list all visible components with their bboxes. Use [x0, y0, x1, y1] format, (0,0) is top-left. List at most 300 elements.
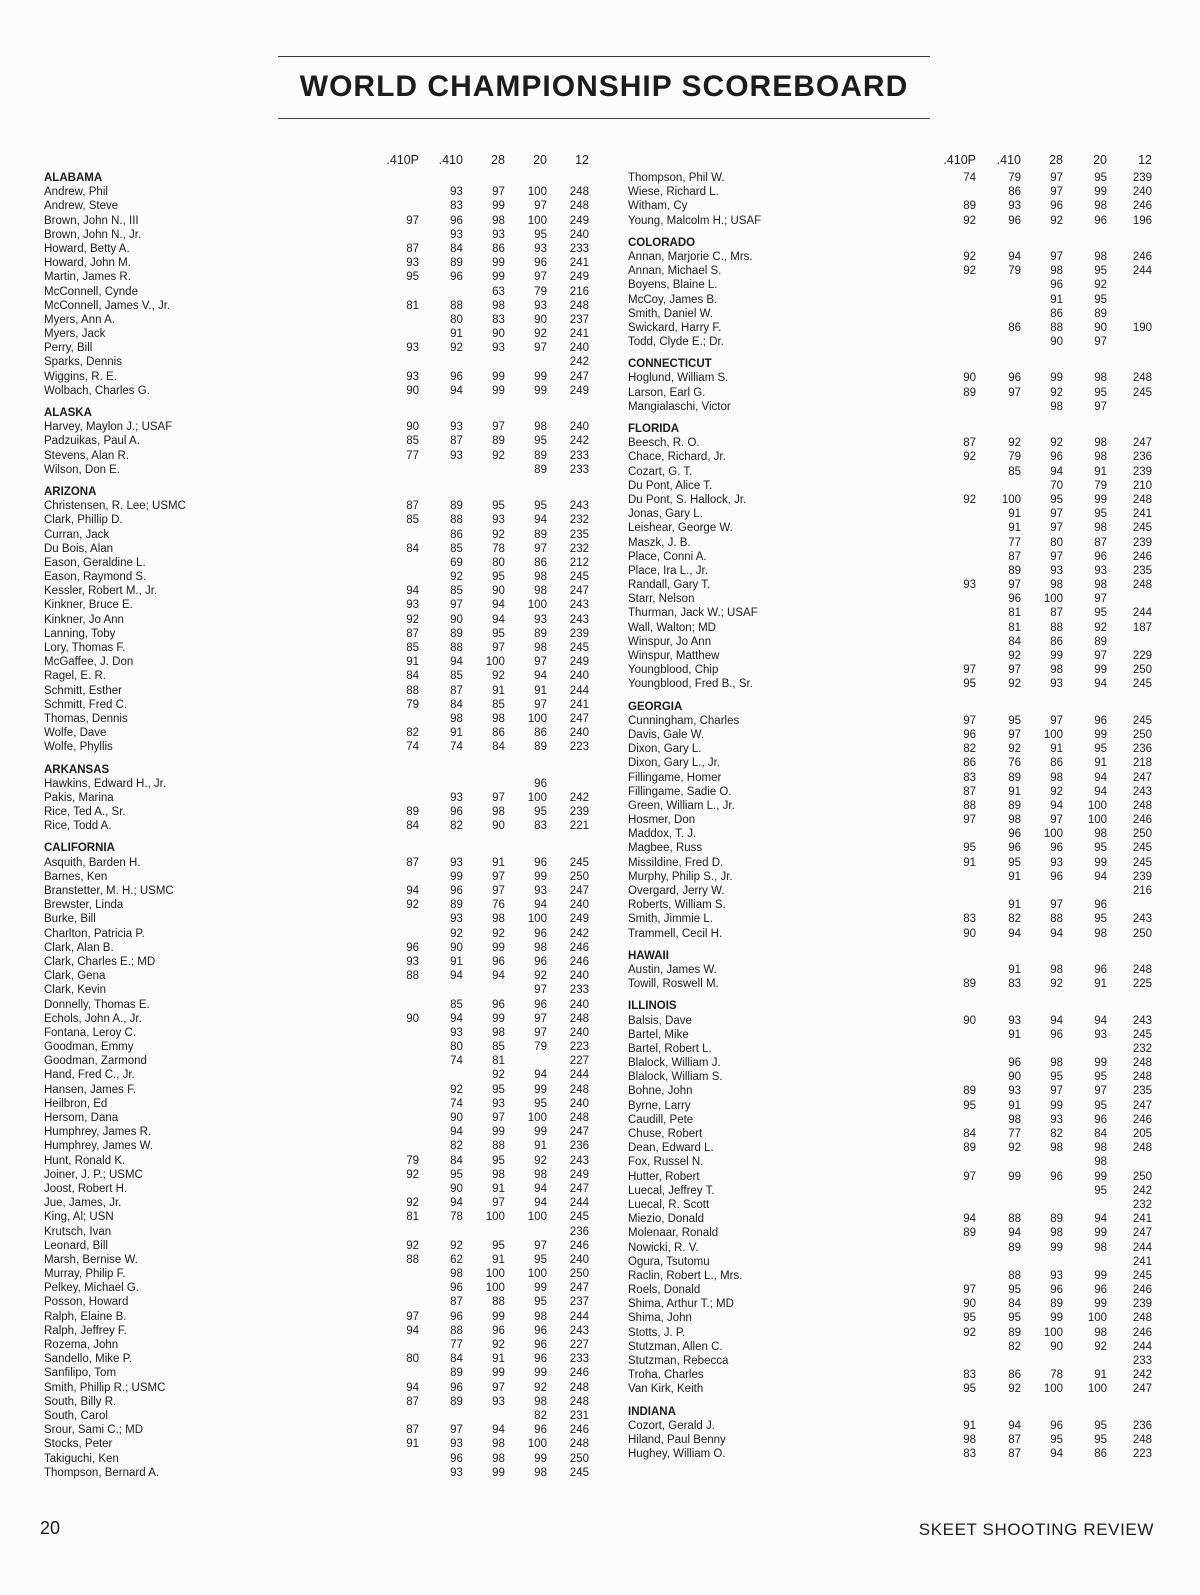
score-cell — [505, 1225, 547, 1239]
shooter-name: Bartel, Robert L. — [628, 1042, 712, 1055]
score-cell: 96 — [406, 941, 420, 954]
shooter-name: Cunningham, Charles — [628, 714, 740, 727]
score-cell: 91 — [963, 856, 976, 869]
score-cell: 99 — [1094, 728, 1107, 741]
score-cell: 97 — [492, 1381, 505, 1394]
score-cell: 81 — [1008, 607, 1021, 620]
score-cell — [976, 335, 1021, 349]
score-row — [628, 578, 1158, 592]
score-row — [628, 799, 1158, 813]
score-cell: 98 — [1008, 1113, 1021, 1126]
score-cell: 245 — [569, 856, 589, 869]
score-cell — [1063, 1255, 1107, 1269]
score-cell: 97 — [1050, 899, 1063, 912]
score-cell — [928, 870, 976, 884]
score-cell: 90 — [534, 313, 547, 326]
shooter-name: Posson, Howard — [44, 1296, 129, 1309]
score-row — [44, 1168, 589, 1182]
score-cell: 93 — [492, 1097, 505, 1110]
score-cell: 99 — [534, 1452, 547, 1465]
score-cell: 92 — [1094, 621, 1107, 634]
score-cell: 233 — [569, 984, 589, 997]
score-cell: 99 — [492, 271, 505, 284]
score-cell — [976, 400, 1021, 414]
score-row — [44, 584, 589, 598]
score-cell: 90 — [450, 941, 463, 954]
score-cell: 90 — [963, 1014, 976, 1027]
score-cell: 97 — [1008, 386, 1021, 399]
score-cell: 93 — [492, 342, 505, 355]
score-row — [44, 1437, 589, 1451]
score-cell: 98 — [1094, 451, 1107, 464]
shooter-name: Clark, Gena — [44, 970, 106, 983]
score-cell: 245 — [569, 1211, 589, 1224]
score-cell: 250 — [1132, 664, 1152, 677]
shooter-name: Trammell, Cecil H. — [628, 927, 723, 940]
score-row — [44, 214, 589, 228]
score-cell: 97 — [1050, 550, 1063, 563]
score-cell: 99 — [1094, 1170, 1107, 1183]
score-cell: 229 — [1132, 650, 1152, 662]
score-cell: 97 — [1094, 1085, 1107, 1098]
score-cell: 95 — [534, 228, 547, 241]
shooter-name: Rice, Ted A., Sr. — [44, 806, 126, 819]
score-cell: 221 — [569, 820, 589, 833]
column-header-row — [628, 152, 1158, 168]
state-heading — [628, 357, 1158, 371]
score-cell — [377, 355, 419, 369]
score-cell: 97 — [963, 1284, 976, 1297]
score-cell: 233 — [569, 449, 589, 462]
score-row — [44, 1225, 589, 1239]
score-cell: 97 — [963, 664, 976, 677]
score-cell: 95 — [492, 1154, 505, 1167]
shooter-name: Youngblood, Chip — [628, 664, 719, 677]
score-row — [628, 1311, 1158, 1325]
score-cell: 91 — [1094, 757, 1107, 770]
score-cell: 240 — [569, 1026, 589, 1039]
shooter-name: McCoy, James B. — [628, 293, 718, 306]
score-cell: 96 — [492, 955, 505, 968]
shooter-name: Kinkner, Jo Ann — [44, 613, 124, 626]
score-cell: 249 — [569, 214, 589, 227]
score-cell: 98 — [1094, 579, 1107, 592]
shooter-name: Jonas, Gary L. — [628, 508, 703, 521]
score-row — [44, 726, 589, 740]
score-cell: 91 — [450, 955, 463, 968]
score-cell: 100 — [527, 214, 547, 227]
shooter-name: Pakis, Marina — [44, 791, 114, 804]
score-cell — [1107, 592, 1152, 606]
score-cell: 94 — [450, 1012, 463, 1025]
shooter-name: Maddox, T. J. — [628, 828, 697, 841]
score-cell: 245 — [1132, 678, 1152, 691]
score-cell: 97 — [963, 814, 976, 827]
score-cell: 243 — [1132, 1014, 1152, 1027]
score-cell: 98 — [1094, 1156, 1107, 1169]
score-cell: 240 — [569, 670, 589, 683]
score-cell — [377, 712, 419, 726]
score-cell: 79 — [534, 285, 547, 298]
score-row — [44, 927, 589, 941]
score-cell: 98 — [1094, 1326, 1107, 1339]
shooter-name: Curran, Jack — [44, 528, 110, 541]
score-cell: 97 — [492, 1112, 505, 1124]
score-cell — [463, 1409, 505, 1423]
score-cell: 93 — [450, 856, 463, 869]
score-cell: 246 — [569, 1424, 589, 1437]
score-row — [44, 805, 589, 819]
score-cell: 88 — [492, 1140, 505, 1153]
score-cell: 249 — [569, 913, 589, 926]
shooter-name: Davis, Gale W. — [628, 728, 705, 741]
score-cell: 236 — [1132, 1419, 1152, 1432]
score-cell: 240 — [569, 899, 589, 912]
score-cell: 92 — [450, 927, 463, 940]
score-cell: 91 — [450, 727, 463, 740]
score-cell: 95 — [1094, 508, 1107, 521]
score-row — [44, 740, 589, 754]
score-cell: 90 — [450, 613, 463, 626]
score-row — [628, 1084, 1158, 1098]
score-row — [44, 1267, 589, 1281]
score-cell: 92 — [1008, 1383, 1021, 1396]
score-cell: 95 — [534, 1253, 547, 1266]
score-cell: 94 — [534, 899, 547, 912]
score-cell: 94 — [1008, 927, 1021, 940]
score-cell: 86 — [492, 242, 505, 255]
score-row — [628, 564, 1158, 578]
score-cell: 245 — [569, 571, 589, 584]
shooter-name: Howard, Betty A. — [44, 242, 130, 255]
score-row — [44, 256, 589, 270]
shooter-name: Boyens, Blaine L. — [628, 279, 718, 292]
score-cell: 85 — [406, 514, 420, 527]
score-cell: 97 — [534, 200, 547, 213]
score-cell: 92 — [534, 1381, 547, 1394]
score-cell: 97 — [534, 984, 547, 997]
score-cell: 90 — [1050, 336, 1063, 349]
score-row — [44, 299, 589, 313]
score-row — [44, 1281, 589, 1295]
score-row — [44, 1083, 589, 1097]
score-cell — [928, 536, 976, 550]
score-cell: 98 — [492, 1026, 505, 1039]
shooter-name: Missildine, Fred D. — [628, 856, 724, 869]
score-cell — [928, 884, 976, 898]
score-cell: 100 — [527, 186, 547, 199]
shooter-name: Humphrey, James R. — [44, 1126, 152, 1139]
column-header-spacer — [44, 152, 377, 168]
score-cell: 248 — [1132, 1142, 1152, 1155]
score-row — [628, 827, 1158, 841]
score-cell: 82 — [1008, 913, 1021, 926]
score-row — [44, 1423, 589, 1437]
score-cell: 93 — [450, 1466, 463, 1479]
score-row — [44, 228, 589, 242]
score-cell: 82 — [1050, 1128, 1063, 1140]
score-cell — [976, 307, 1021, 321]
score-row — [44, 777, 589, 791]
score-cell: 92 — [963, 265, 976, 278]
score-cell — [976, 1155, 1021, 1169]
score-cell: 62 — [450, 1253, 463, 1266]
score-cell: 232 — [1132, 1042, 1152, 1055]
score-cell — [377, 285, 419, 299]
score-row — [44, 669, 589, 683]
score-cell: 248 — [1132, 1071, 1152, 1084]
shooter-name: Eason, Geraldine L. — [44, 556, 146, 569]
score-cell: 92 — [534, 970, 547, 983]
column-header: 20 — [533, 153, 547, 167]
score-cell: 98 — [1050, 1142, 1063, 1155]
score-cell: 90 — [406, 384, 420, 397]
score-row — [628, 1127, 1158, 1141]
score-cell — [377, 1225, 419, 1239]
score-cell — [976, 278, 1021, 292]
score-cell: 94 — [1008, 1419, 1021, 1432]
shooter-name: Todd, Clyde E.; Dr. — [628, 336, 724, 349]
shooter-name: Clark, Alan B. — [44, 941, 114, 954]
score-cell: 99 — [534, 384, 547, 397]
score-cell: 245 — [1132, 522, 1152, 535]
score-cell: 248 — [569, 200, 589, 213]
score-row — [44, 684, 589, 698]
score-cell: 247 — [569, 585, 589, 598]
shooter-name: Takiguchi, Ken — [44, 1452, 119, 1465]
shooter-name: Fox, Russel N. — [628, 1156, 704, 1169]
score-cell: 86 — [450, 528, 463, 541]
score-cell — [928, 278, 976, 292]
score-row — [44, 912, 589, 926]
score-cell: 85 — [450, 670, 463, 683]
score-cell: 99 — [534, 870, 547, 883]
score-cell — [377, 185, 419, 199]
score-cell: 91 — [1008, 1099, 1021, 1112]
score-cell: 90 — [1008, 1071, 1021, 1084]
score-cell: 84 — [450, 1353, 463, 1366]
score-cell: 94 — [534, 514, 547, 527]
shooter-name: Rozema, John — [44, 1339, 119, 1351]
score-cell: 84 — [1094, 1128, 1107, 1140]
state-name: ILLINOIS — [628, 1000, 677, 1013]
shooter-name: Miezio, Donald — [628, 1213, 705, 1226]
score-cell: 97 — [1050, 1085, 1063, 1098]
score-cell: 91 — [1008, 1028, 1021, 1041]
score-cell: 98 — [492, 1438, 505, 1451]
score-row — [628, 714, 1158, 728]
score-cell: 89 — [1008, 1326, 1021, 1339]
score-cell: 79 — [1008, 172, 1021, 184]
score-cell: 79 — [534, 1041, 547, 1054]
score-cell: 247 — [1132, 771, 1152, 784]
score-cell — [377, 1139, 419, 1153]
score-cell: 205 — [1132, 1128, 1152, 1140]
score-cell: 243 — [569, 599, 589, 612]
score-cell: 81 — [492, 1055, 505, 1068]
score-cell: 83 — [963, 771, 976, 784]
shooter-name: Joost, Robert H. — [44, 1182, 128, 1195]
score-cell — [1021, 1354, 1063, 1368]
score-cell: 100 — [527, 791, 547, 804]
score-cell: 82 — [534, 1409, 547, 1422]
shooter-name: Marsh, Bernise W. — [44, 1253, 138, 1266]
score-cell — [976, 293, 1021, 307]
score-cell: 96 — [1008, 593, 1021, 606]
score-cell: 241 — [1132, 1213, 1152, 1226]
score-cell: 92 — [492, 1069, 505, 1082]
score-cell — [419, 463, 463, 477]
score-cell: 250 — [569, 870, 589, 883]
column-header: .410 — [438, 153, 463, 167]
score-cell: 97 — [1094, 593, 1107, 606]
score-cell: 98 — [492, 214, 505, 227]
score-cell — [377, 1054, 419, 1068]
score-cell: 99 — [492, 1466, 505, 1479]
score-cell: 100 — [527, 1268, 547, 1281]
score-cell: 96 — [534, 998, 547, 1011]
score-cell: 96 — [450, 370, 463, 383]
score-cell: 79 — [1008, 451, 1021, 464]
score-cell: 241 — [569, 328, 589, 341]
score-cell: 86 — [1050, 307, 1063, 320]
score-cell: 95 — [963, 842, 976, 855]
state-name: ALASKA — [44, 407, 92, 419]
score-cell: 93 — [450, 421, 463, 434]
score-cell: 99 — [492, 257, 505, 270]
score-cell: 247 — [569, 712, 589, 725]
score-cell: 85 — [450, 998, 463, 1011]
score-cell: 89 — [534, 463, 547, 476]
score-cell: 98 — [492, 913, 505, 926]
shooter-name: Chace, Richard, Jr. — [628, 451, 726, 464]
score-cell: 95 — [1094, 172, 1107, 184]
score-cell: 89 — [534, 741, 547, 754]
score-cell — [928, 1184, 976, 1198]
score-cell: 97 — [1050, 814, 1063, 827]
score-cell: 246 — [569, 1367, 589, 1380]
shooter-name: Fillingame, Homer — [628, 771, 722, 784]
shooter-name: Wall, Walton; MD — [628, 621, 716, 634]
score-row — [44, 613, 589, 627]
score-cell: 92 — [1050, 978, 1063, 991]
score-cell: 92 — [1094, 279, 1107, 292]
score-cell: 98 — [1094, 200, 1107, 213]
score-cell — [377, 1366, 419, 1380]
shooter-name: Brown, John N., III — [44, 214, 139, 227]
score-cell: 98 — [492, 1452, 505, 1465]
score-cell: 98 — [534, 1395, 547, 1408]
score-cell: 97 — [1050, 522, 1063, 535]
score-cell: 86 — [1050, 757, 1063, 770]
score-cell: 97 — [492, 870, 505, 883]
score-cell: 240 — [569, 727, 589, 740]
score-cell: 98 — [1050, 579, 1063, 592]
score-cell: 94 — [406, 585, 420, 598]
score-cell: 96 — [1008, 372, 1021, 385]
shooter-name: Schmitt, Fred C. — [44, 698, 128, 711]
score-cell: 92 — [450, 571, 463, 584]
shooter-name: Donnelly, Thomas E. — [44, 998, 150, 1011]
score-cell: 95 — [1050, 493, 1063, 506]
score-cell — [1107, 898, 1152, 912]
score-cell: 80 — [492, 556, 505, 569]
score-cell: 96 — [963, 728, 976, 741]
score-cell: 97 — [492, 421, 505, 434]
shooter-name: Blalock, William S. — [628, 1071, 723, 1084]
score-cell: 244 — [1132, 607, 1152, 620]
score-cell: 244 — [569, 1310, 589, 1323]
score-cell: 95 — [534, 1296, 547, 1309]
score-cell — [377, 870, 419, 884]
state-heading — [44, 763, 589, 777]
score-cell: 98 — [1050, 664, 1063, 677]
score-cell: 87 — [406, 627, 420, 640]
score-cell: 94 — [406, 1381, 420, 1394]
score-cell: 86 — [1050, 635, 1063, 648]
shooter-name: Howard, John M. — [44, 257, 131, 270]
score-cell: 247 — [1132, 1227, 1152, 1240]
score-row — [44, 1054, 589, 1068]
score-cell: 97 — [1050, 186, 1063, 199]
score-row — [44, 969, 589, 983]
shooter-name: Rice, Todd A. — [44, 820, 112, 833]
score-cell: 90 — [492, 820, 505, 833]
score-cell: 97 — [1094, 400, 1107, 413]
score-cell: 87 — [450, 684, 463, 697]
score-cell — [1021, 1155, 1063, 1169]
score-cell: 88 — [450, 1324, 463, 1337]
score-cell: 84 — [1008, 635, 1021, 648]
score-cell — [377, 313, 419, 327]
score-cell: 91 — [492, 1182, 505, 1195]
score-row — [628, 771, 1158, 785]
score-cell: 96 — [450, 1310, 463, 1323]
score-cell: 96 — [534, 257, 547, 270]
score-cell: 95 — [534, 1097, 547, 1110]
shooter-name: Schmitt, Esther — [44, 684, 122, 697]
score-cell: 89 — [534, 627, 547, 640]
score-cell: 96 — [1094, 963, 1107, 976]
score-cell: 77 — [1008, 1128, 1021, 1140]
score-row — [628, 1155, 1158, 1169]
score-row — [628, 1241, 1158, 1255]
score-row — [44, 1381, 589, 1395]
score-cell — [928, 550, 976, 564]
score-cell: 89 — [963, 200, 976, 213]
score-cell: 84 — [1008, 1298, 1021, 1311]
score-cell: 94 — [1050, 1014, 1063, 1027]
score-cell: 92 — [406, 1197, 420, 1210]
score-cell: 78 — [1050, 1369, 1063, 1382]
score-cell: 97 — [534, 1026, 547, 1039]
score-cell: 93 — [534, 242, 547, 255]
score-row — [628, 870, 1158, 884]
score-row — [44, 384, 589, 398]
score-cell — [463, 1225, 505, 1239]
shooter-name: Balsis, Dave — [628, 1014, 692, 1027]
shooter-name: Winspur, Matthew — [628, 650, 720, 662]
score-cell: 89 — [1050, 1298, 1063, 1311]
score-row — [628, 813, 1158, 827]
shooter-name: Eason, Raymond S. — [44, 571, 147, 584]
shooter-name: Witham, Cy — [628, 200, 688, 213]
score-cell — [463, 983, 505, 997]
score-cell — [377, 927, 419, 941]
score-cell: 98 — [534, 642, 547, 654]
score-cell: 94 — [450, 1197, 463, 1210]
score-cell: 92 — [1050, 785, 1063, 798]
